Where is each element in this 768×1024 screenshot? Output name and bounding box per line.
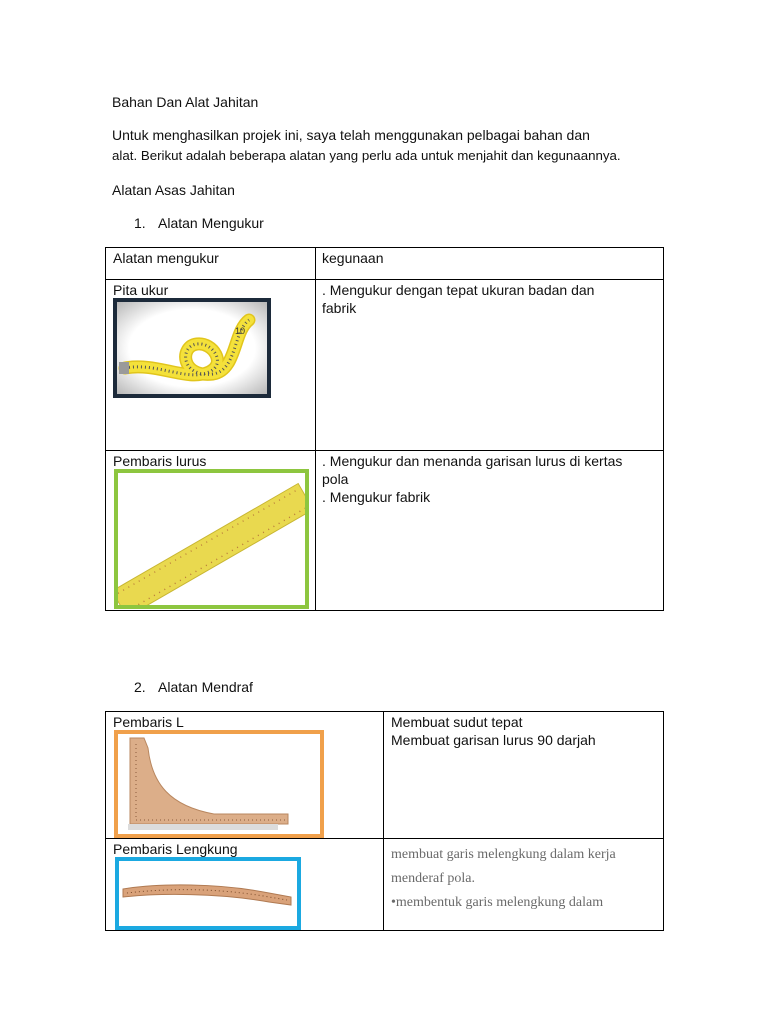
section-title-text: Alatan Mendraf [158, 679, 253, 695]
tool-cell [106, 712, 384, 839]
header-use: kegunaan [322, 250, 384, 266]
list-number: 1. [134, 215, 146, 231]
use-line: . Mengukur dengan tepat ukuran badan dan [322, 282, 595, 298]
use-description [322, 452, 652, 506]
straight-ruler-image [114, 469, 309, 609]
use-line: menderaf pola. [391, 871, 475, 886]
use-cell [316, 451, 664, 611]
table-row [106, 712, 664, 839]
table-row [106, 839, 664, 931]
use-cell [384, 712, 664, 839]
tool-name: Pembaris L [113, 714, 184, 730]
use-cell [384, 839, 664, 931]
list-number: 2. [134, 679, 146, 695]
tool-name: Pembaris Lengkung [113, 841, 238, 857]
use-line: •membentuk garis melengkung dalam [391, 895, 604, 910]
table-header-cell [316, 248, 664, 280]
measuring-tape-image [113, 298, 271, 398]
section-2-title [134, 678, 253, 696]
document-heading: Bahan Dan Alat Jahitan [112, 94, 259, 110]
tool-cell [106, 839, 384, 931]
use-description [322, 281, 652, 317]
use-line: membuat garis melengkung dalam kerja [391, 847, 616, 862]
section-1-title [134, 214, 264, 232]
intro-line-1: Untuk menghasilkan projek ini, saya telah menggunakan pelbagai bahan dan [112, 127, 590, 143]
use-line: Membuat garisan lurus 90 darjah [391, 732, 596, 748]
measuring-tools-table [105, 247, 664, 611]
tool-name: Pita ukur [113, 282, 169, 298]
section-title-text: Alatan Mengukur [158, 215, 264, 231]
l-square-ruler-image [114, 730, 324, 838]
use-cell [316, 280, 664, 451]
table-header-cell [106, 248, 316, 280]
use-description [391, 713, 721, 749]
drafting-tools-table [105, 711, 664, 931]
curve-ruler-image [115, 857, 301, 930]
header-tool: Alatan mengukur [113, 250, 219, 266]
table-row [106, 451, 664, 611]
use-line: fabrik [322, 300, 357, 316]
tool-cell [106, 280, 316, 451]
tool-name: Pembaris lurus [113, 453, 207, 469]
intro-line-2: alat. Berikut adalah beberapa alatan yang perlu ada untuk menjahit dan kegunaannya. [112, 148, 621, 163]
use-description [391, 843, 721, 915]
svg-text:10: 10 [235, 326, 246, 336]
subheading: Alatan Asas Jahitan [112, 182, 235, 198]
table-row [106, 280, 664, 451]
tool-cell [106, 451, 316, 611]
use-line: . Mengukur fabrik [322, 489, 431, 505]
table-header-row [106, 248, 664, 280]
use-line: pola [322, 471, 349, 487]
use-line: Membuat sudut tepat [391, 714, 523, 730]
use-line: . Mengukur dan menanda garisan lurus di kertas [322, 453, 623, 469]
